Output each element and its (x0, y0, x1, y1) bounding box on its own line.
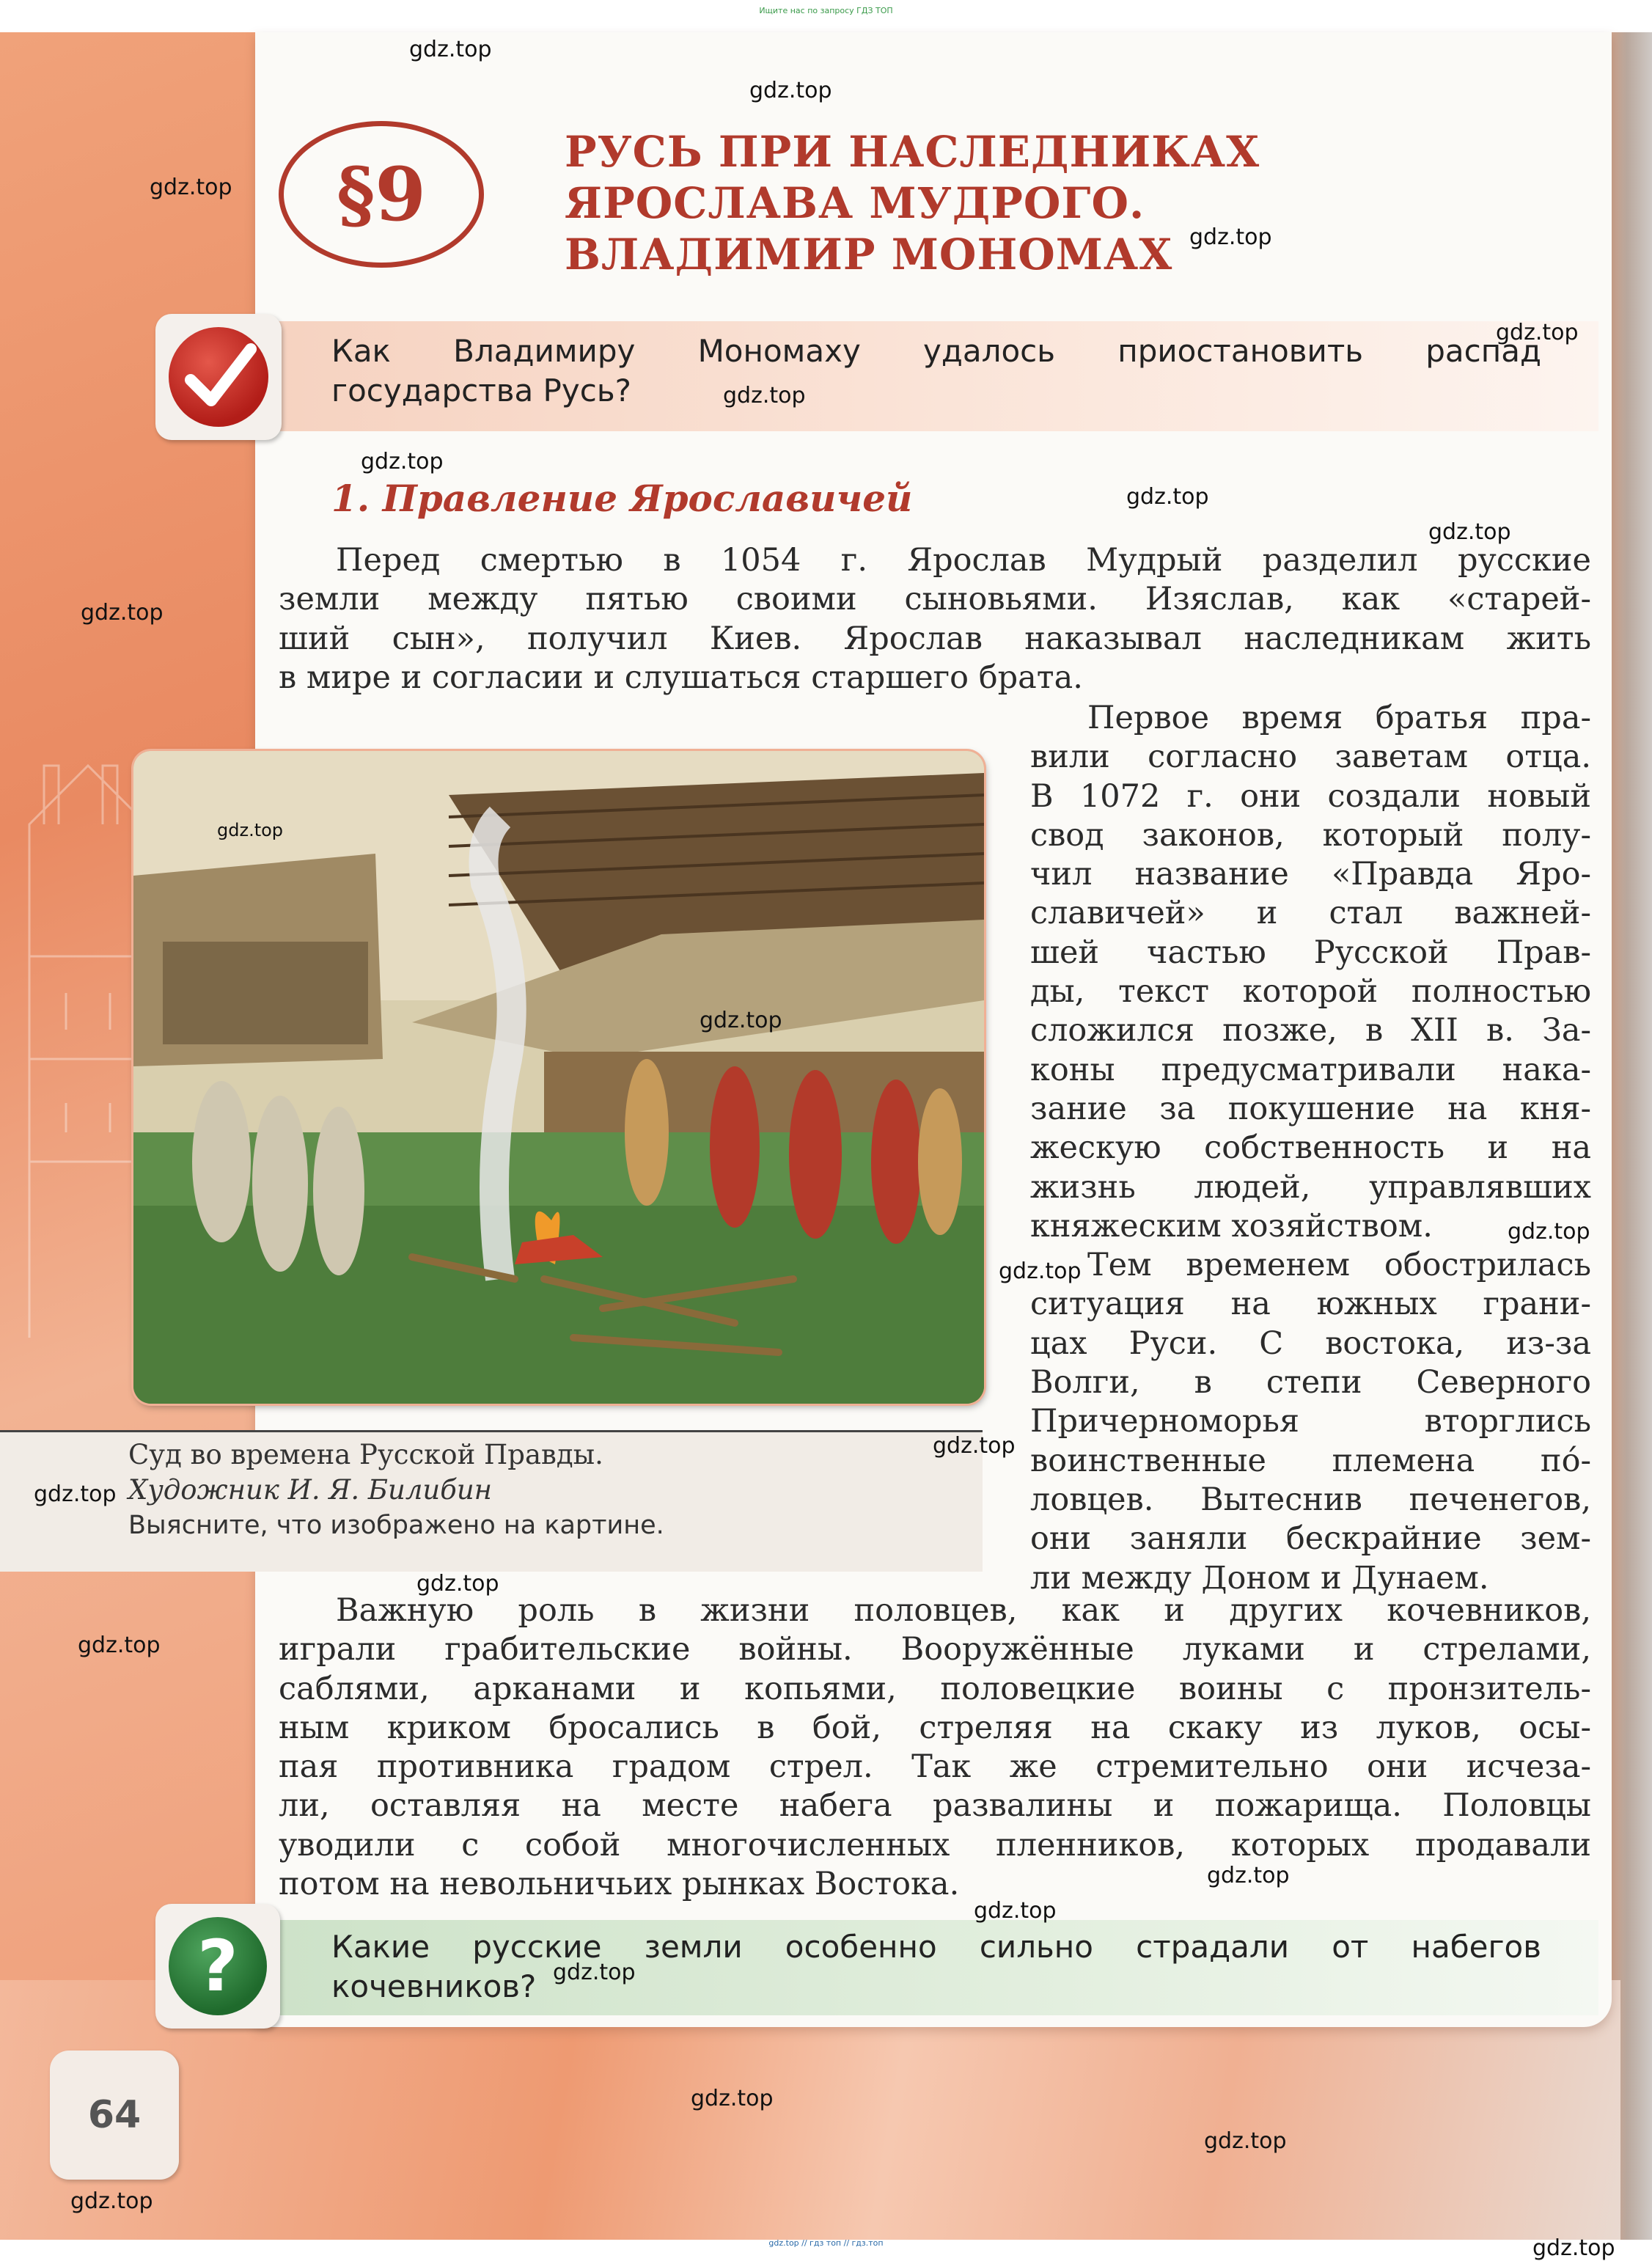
watermark: gdz.top (1207, 1863, 1290, 1888)
text-line: Волги, в степи Северного (1030, 1364, 1591, 1401)
watermark: gdz.top (553, 1960, 636, 1985)
right-column-text (1030, 699, 1591, 1598)
watermark: gdz.top (409, 37, 492, 62)
painting-illustration (133, 751, 984, 1404)
text-line: зание за покушение на кня- (1030, 1090, 1591, 1127)
watermark: gdz.top (361, 449, 444, 474)
watermark: gdz.top (1508, 1219, 1590, 1245)
intro-question-line: Как Владимиру Мономаху удалось приостановить распад (331, 333, 1541, 369)
watermark: gdz.top (749, 78, 832, 103)
text-line: саблями, арканами и копьями, половецкие воины с пронзитель- (279, 1670, 1591, 1707)
paragraph-number-badge: §9 (279, 121, 484, 268)
watermark: gdz.top (1126, 484, 1209, 510)
watermark: gdz.top (150, 175, 232, 200)
text-line: пая противника градом стрел. Так же стремительно они исчеза- (279, 1748, 1591, 1786)
text-line: ли, оставляя на месте набега развалины и пожарища. Половцы (279, 1787, 1591, 1825)
header-note: Ищите нас по запросу ГДЗ ТОП (759, 6, 893, 15)
question-glyph-icon: ? (169, 1917, 267, 2015)
watermark: gdz.top (691, 2086, 774, 2111)
text-line: воинственные племена по́- (1030, 1442, 1591, 1479)
text-line: в мире и согласии и слушаться старшего брата. (279, 659, 1083, 696)
watermark: gdz.top (1204, 2128, 1287, 2154)
chapter-title-line: ЯРОСЛАВА МУДРОГО. (565, 178, 1145, 228)
checkmark-icon (155, 314, 282, 440)
final-question-line: кочевников? (331, 1968, 537, 2004)
text-line: жизнь людей, управлявших (1030, 1168, 1591, 1206)
page-edge-shadow (1609, 32, 1652, 2240)
chapter-title (565, 126, 1518, 280)
text-line: ший сын», получил Киев. Ярослав наказывал наследникам жить (279, 620, 1591, 657)
chapter-title-line: РУСЬ ПРИ НАСЛЕДНИКАХ (565, 127, 1260, 177)
text-line: свод законов, который полу- (1030, 816, 1591, 854)
text-line: ным криком бросались в бой, стреляя на скаку из луков, осы- (279, 1709, 1591, 1746)
text-line: Важную роль в жизни половцев, как и других кочевников, (336, 1592, 1591, 1629)
text-line: играли грабительские войны. Вооружённые луками и стрелами, (279, 1631, 1591, 1668)
text-line: Причерноморья вторглись (1030, 1403, 1591, 1440)
watermark: gdz.top (70, 2188, 153, 2214)
text-line: ловцев. Вытеснив печенегов, (1030, 1481, 1591, 1518)
paragraph-1 (279, 541, 1591, 697)
watermark: gdz.top (1496, 320, 1579, 345)
watermark: gdz.top (723, 383, 806, 408)
text-line: чил название «Правда Яро- (1030, 856, 1591, 893)
text-line: Тем временем обострилась (1087, 1247, 1591, 1284)
text-line: земли между пятью своими сыновьями. Изяслав, как «старей- (279, 581, 1591, 618)
footer-note: gdz.top // гдз топ // гдз.топ (768, 2238, 884, 2248)
watermark: gdz.top (1428, 519, 1511, 545)
text-line: ситуация на южных грани- (1030, 1286, 1591, 1323)
watermark: gdz.top (217, 820, 284, 840)
text-line: Перед смертью в 1054 г. Ярослав Мудрый разделил русские (336, 542, 1591, 579)
paragraph-2 (279, 1591, 1591, 1904)
chapter-title-line: ВЛАДИМИР МОНОМАХ (565, 230, 1173, 279)
text-line: жескую собственность и на (1030, 1129, 1591, 1167)
watermark: gdz.top (416, 1571, 499, 1597)
final-question (331, 1927, 1541, 2007)
watermark: gdz.top (999, 1258, 1082, 1284)
text-line: коны предусматривали нака- (1030, 1051, 1591, 1088)
watermark: gdz.top (974, 1898, 1057, 1924)
text-line: уводили с собой многочисленных пленников, которых продавали (279, 1826, 1591, 1864)
page-number: 64 (50, 2051, 179, 2180)
caption-author: Художник И. Я. Билибин (128, 1474, 493, 1506)
intro-question (331, 331, 1541, 411)
watermark: gdz.top (933, 1433, 1016, 1459)
text-line: славичей» и стал важней- (1030, 895, 1591, 932)
text-line: ды, текст которой полностью (1030, 973, 1591, 1011)
text-line: они заняли бескрайние зем- (1030, 1520, 1591, 1558)
watermark: gdz.top (78, 1632, 161, 1658)
text-line: потом на невольничьих рынках Востока. (279, 1866, 960, 1903)
watermark: gdz.top (81, 600, 164, 626)
caption-title: Суд во времена Русской Правды. (128, 1439, 603, 1470)
text-line: вили согласно заветам отца. (1030, 739, 1591, 776)
watermark: gdz.top (34, 1481, 117, 1507)
watermark: gdz.top (700, 1008, 782, 1033)
picture-caption (128, 1437, 664, 1543)
caption-task: Выясните, что изображено на картине. (128, 1511, 664, 1540)
final-question-line: Какие русские земли особенно сильно страдали от набегов (331, 1929, 1541, 1965)
text-line: Первое время братья пра- (1087, 700, 1591, 736)
text-line: ли между Доном и Дунаем. (1030, 1559, 1489, 1597)
intro-question-line: государства Русь? (331, 373, 631, 408)
text-line: княжеским хозяйством. (1030, 1207, 1433, 1245)
text-line: сложился позже, в XII в. За- (1030, 1012, 1591, 1049)
text-line: цах Руси. С востока, из-за (1030, 1324, 1591, 1362)
checkmark-glyph-icon (169, 327, 268, 427)
bilibin-painting (133, 751, 984, 1404)
text-line: шей частью Русской Прав- (1030, 934, 1591, 971)
section-heading: 1. Правление Ярославичей (331, 477, 913, 520)
question-mark-icon (155, 1904, 280, 2029)
text-line: В 1072 г. они создали новый (1030, 777, 1591, 815)
watermark: gdz.top (1532, 2235, 1615, 2261)
watermark: gdz.top (1189, 224, 1272, 250)
